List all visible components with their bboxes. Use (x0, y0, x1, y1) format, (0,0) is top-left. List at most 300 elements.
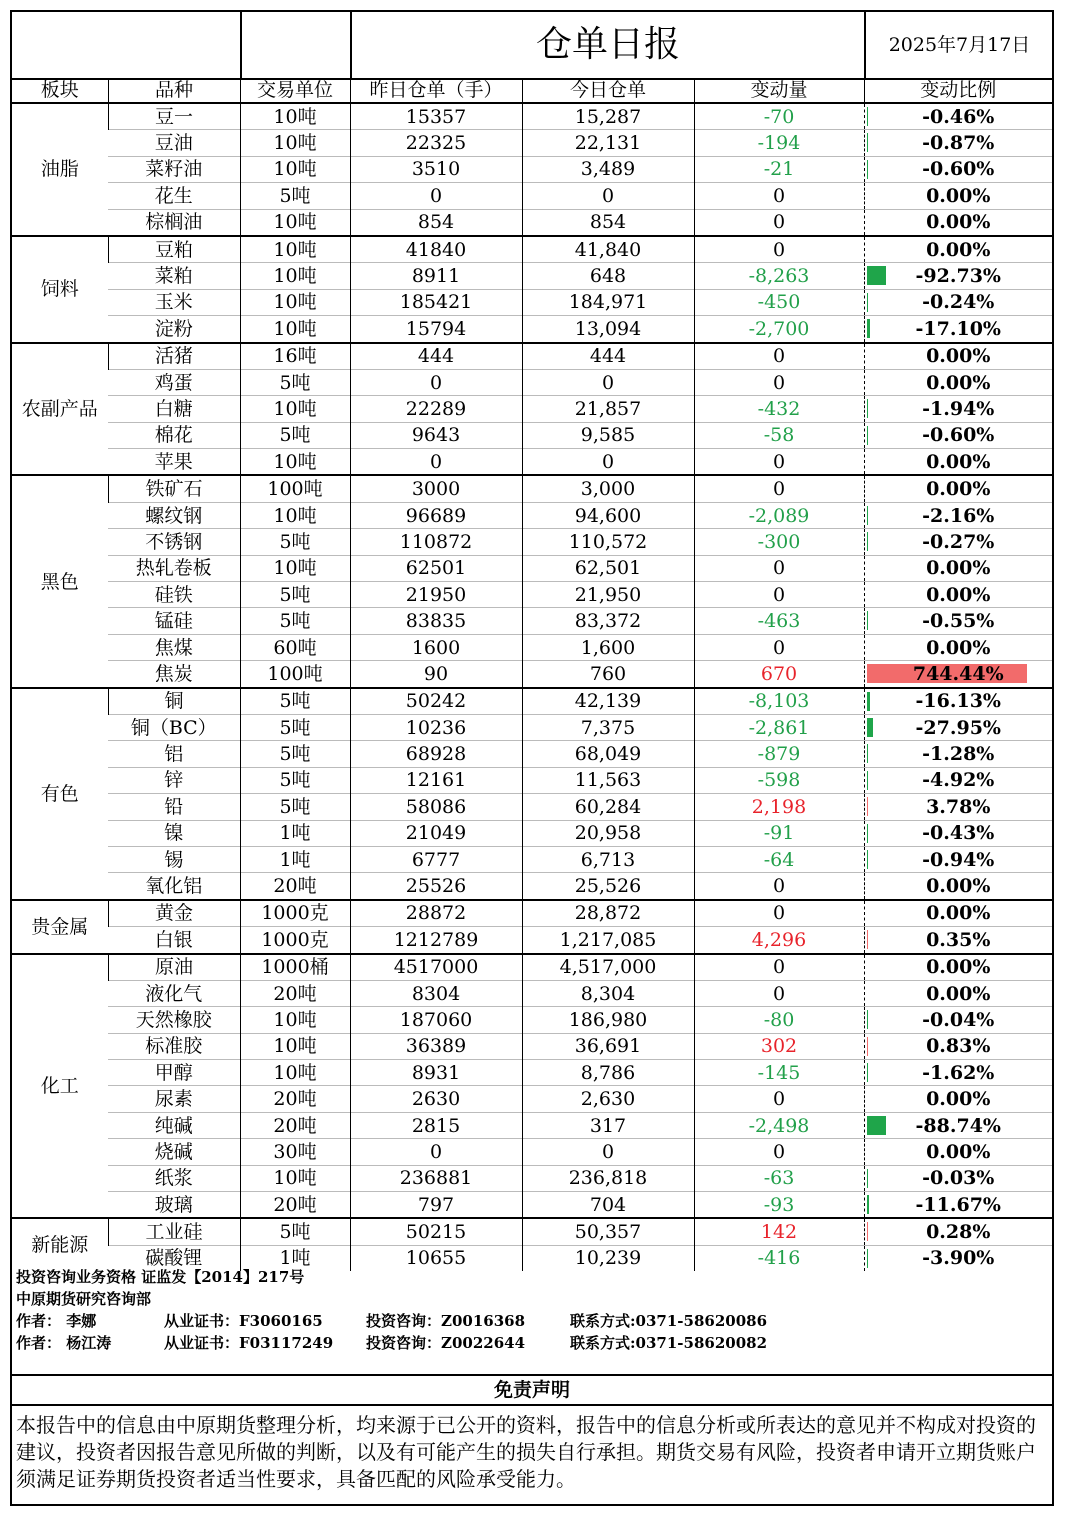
change-pct-value: -92.73% (915, 265, 1001, 288)
variety-cell: 白糖 (108, 396, 240, 422)
change-pct-value: 0.00% (926, 557, 991, 580)
table-row (12, 634, 1052, 660)
table-row (12, 555, 1052, 581)
change-pct-bar (867, 611, 868, 630)
sector-label: 新能源 (12, 1218, 108, 1271)
table-row (12, 980, 1052, 1006)
prev-receipts-cell: 58086 (350, 794, 522, 820)
change-pct-bar (867, 266, 887, 285)
change-cell: 0 (694, 1086, 864, 1112)
table-row (12, 1218, 1052, 1245)
variety-cell: 甲醇 (108, 1060, 240, 1086)
prev-receipts-cell: 36389 (350, 1033, 522, 1059)
variety-cell: 焦炭 (108, 661, 240, 688)
prev-receipts-cell: 0 (350, 183, 522, 209)
change-pct-cell (864, 369, 1052, 395)
table-row (12, 183, 1052, 209)
change-pct-bar (867, 1222, 868, 1241)
today-receipts-cell: 0 (522, 1139, 694, 1165)
change-pct-bar (867, 824, 868, 843)
today-receipts-cell: 186,980 (522, 1007, 694, 1033)
variety-cell: 豆一 (108, 103, 240, 130)
prev-receipts-cell: 15794 (350, 316, 522, 343)
change-pct-value: 3.78% (926, 795, 991, 818)
change-cell: -145 (694, 1060, 864, 1086)
change-pct-value: -0.46% (922, 105, 995, 128)
change-pct-value: -0.03% (922, 1167, 995, 1190)
col-header-prev-receipts: 昨日仓单（手） (350, 78, 522, 103)
unit-cell: 10吨 (240, 1165, 350, 1191)
change-pct-bar (867, 797, 868, 816)
change-pct-cell (864, 741, 1052, 767)
variety-cell: 锌 (108, 767, 240, 793)
change-cell: -598 (694, 767, 864, 793)
prev-receipts-cell: 185421 (350, 289, 522, 315)
change-pct-cell (864, 289, 1052, 315)
table-row (12, 820, 1052, 846)
col-header-change: 变动量 (694, 78, 864, 103)
table-header-row (12, 78, 1052, 103)
change-pct-cell (864, 209, 1052, 236)
variety-cell: 鸡蛋 (108, 369, 240, 395)
unit-cell: 1000克 (240, 900, 350, 927)
change-pct-cell (864, 900, 1052, 927)
variety-cell: 豆粕 (108, 236, 240, 263)
unit-cell: 5吨 (240, 422, 350, 448)
today-receipts-cell: 21,950 (522, 582, 694, 608)
prev-receipts-cell: 3000 (350, 475, 522, 502)
prev-receipts-cell: 0 (350, 449, 522, 476)
variety-cell: 天然橡胶 (108, 1007, 240, 1033)
change-cell: 0 (694, 449, 864, 476)
change-pct-value: -4.92% (922, 769, 995, 792)
prev-receipts-cell: 1600 (350, 634, 522, 660)
table-row (12, 608, 1052, 634)
change-pct-value: -11.67% (915, 1193, 1001, 1216)
today-receipts-cell: 94,600 (522, 502, 694, 528)
today-receipts-cell: 22,131 (522, 130, 694, 156)
today-receipts-cell: 648 (522, 263, 694, 289)
prev-receipts-cell: 96689 (350, 502, 522, 528)
table-row (12, 343, 1052, 370)
unit-cell: 10吨 (240, 289, 350, 315)
variety-cell: 铜 (108, 688, 240, 715)
change-cell: -879 (694, 741, 864, 767)
change-pct-cell (864, 1033, 1052, 1059)
variety-cell: 螺纹钢 (108, 502, 240, 528)
report-date: 2025年7月17日 (888, 34, 1031, 56)
variety-cell: 氧化铝 (108, 873, 240, 900)
unit-cell: 5吨 (240, 794, 350, 820)
prev-receipts-cell: 8931 (350, 1060, 522, 1086)
disclaimer-title: 免责声明 (12, 1374, 1052, 1406)
change-pct-bar (867, 1249, 868, 1268)
change-pct-cell (864, 767, 1052, 793)
unit-cell: 10吨 (240, 316, 350, 343)
col-header-variety: 品种 (108, 78, 240, 103)
table-row (12, 954, 1052, 981)
table-row (12, 1139, 1052, 1165)
today-receipts-cell: 3,489 (522, 156, 694, 182)
prev-receipts-cell: 83835 (350, 608, 522, 634)
change-cell: 670 (694, 661, 864, 688)
change-pct-bar (867, 399, 868, 418)
variety-cell: 镍 (108, 820, 240, 846)
today-receipts-cell: 854 (522, 209, 694, 236)
unit-cell: 10吨 (240, 1033, 350, 1059)
unit-cell: 20吨 (240, 1192, 350, 1219)
change-pct-bar (867, 1037, 868, 1056)
prev-receipts-cell: 1212789 (350, 927, 522, 954)
prev-receipts-cell: 8304 (350, 980, 522, 1006)
prev-receipts-cell: 28872 (350, 900, 522, 927)
prev-receipts-cell: 797 (350, 1192, 522, 1219)
change-pct-cell (864, 236, 1052, 263)
table-row (12, 316, 1052, 343)
qualification-text: 投资咨询业务资格 证监发【2014】217号 (16, 1268, 305, 1286)
sector-label: 油脂 (12, 103, 108, 236)
unit-cell: 100吨 (240, 661, 350, 688)
change-pct-cell (864, 1060, 1052, 1086)
unit-cell: 5吨 (240, 369, 350, 395)
today-receipts-cell: 760 (522, 661, 694, 688)
unit-cell: 5吨 (240, 688, 350, 715)
prev-receipts-cell: 236881 (350, 1165, 522, 1191)
unit-cell: 1000桶 (240, 954, 350, 981)
today-receipts-cell: 704 (522, 1192, 694, 1219)
unit-cell: 1吨 (240, 1245, 350, 1271)
today-receipts-cell: 28,872 (522, 900, 694, 927)
change-pct-bar (867, 930, 868, 949)
variety-cell: 铝 (108, 741, 240, 767)
change-cell: -450 (694, 289, 864, 315)
change-cell: 4,296 (694, 927, 864, 954)
prev-receipts-cell: 444 (350, 343, 522, 370)
variety-cell: 标准胶 (108, 1033, 240, 1059)
today-receipts-cell: 3,000 (522, 475, 694, 502)
table-row (12, 1192, 1052, 1219)
change-cell: -21 (694, 156, 864, 182)
change-pct-value: 0.00% (926, 345, 991, 368)
unit-cell: 10吨 (240, 502, 350, 528)
change-pct-cell (864, 1192, 1052, 1219)
sector-label: 农副产品 (12, 343, 108, 476)
change-pct-cell (864, 555, 1052, 581)
change-pct-value: 0.00% (926, 956, 991, 979)
disclaimer-text: 本报告中的信息由中原期货整理分析，均来源于已公开的资料，报告中的信息分析或所表达的意见并不构成对投资的建议，投资者因报告意见所做的判断，以及有可能产生的损失自行承担。期货交易有风险，投资者申请开立期货账户须满足证券期货投资者适当性要求，具备匹配的风险承受能力。 (16, 1413, 1036, 1491)
change-pct-value: 0.00% (926, 636, 991, 659)
change-pct-cell (864, 1086, 1052, 1112)
change-pct-value: -3.90% (922, 1247, 995, 1270)
change-pct-value: 0.00% (926, 1088, 991, 1111)
variety-cell: 热轧卷板 (108, 555, 240, 581)
change-pct-cell (864, 661, 1052, 688)
today-receipts-cell: 236,818 (522, 1165, 694, 1191)
change-pct-value: 0.00% (926, 902, 991, 925)
change-pct-value: 0.00% (926, 982, 991, 1005)
table-row (12, 1033, 1052, 1059)
table-row (12, 1060, 1052, 1086)
variety-cell: 白银 (108, 927, 240, 954)
change-cell: -2,089 (694, 502, 864, 528)
unit-cell: 5吨 (240, 714, 350, 740)
table-row (12, 130, 1052, 156)
unit-cell: 30吨 (240, 1139, 350, 1165)
change-pct-value: 744.44% (912, 662, 1004, 685)
change-pct-cell (864, 316, 1052, 343)
table-row (12, 1007, 1052, 1033)
change-cell: 0 (694, 369, 864, 395)
variety-cell: 菜粕 (108, 263, 240, 289)
change-cell: 0 (694, 343, 864, 370)
today-receipts-cell: 50,357 (522, 1218, 694, 1245)
change-pct-value: 0.00% (926, 211, 991, 234)
change-pct-bar (867, 718, 873, 737)
table-row (12, 582, 1052, 608)
table-row (12, 449, 1052, 476)
change-cell: -64 (694, 846, 864, 872)
variety-cell: 豆油 (108, 130, 240, 156)
unit-cell: 5吨 (240, 1218, 350, 1245)
change-pct-cell (864, 1165, 1052, 1191)
prev-receipts-cell: 3510 (350, 156, 522, 182)
unit-cell: 1吨 (240, 846, 350, 872)
change-cell: -8,263 (694, 263, 864, 289)
variety-cell: 苹果 (108, 449, 240, 476)
change-pct-bar (867, 771, 868, 790)
prev-receipts-cell: 22289 (350, 396, 522, 422)
change-pct-cell (864, 449, 1052, 476)
change-cell: -80 (694, 1007, 864, 1033)
warehouse-receipt-table (12, 78, 1052, 1271)
today-receipts-cell: 1,600 (522, 634, 694, 660)
unit-cell: 20吨 (240, 980, 350, 1006)
unit-cell: 20吨 (240, 1112, 350, 1138)
table-row (12, 422, 1052, 448)
author-advisor-id: 投资咨询：Z0016368 (366, 1312, 526, 1330)
change-pct-value: 0.83% (926, 1035, 991, 1058)
change-pct-value: -16.13% (915, 690, 1001, 713)
table-row (12, 289, 1052, 315)
change-cell: 2,198 (694, 794, 864, 820)
variety-cell: 玻璃 (108, 1192, 240, 1219)
unit-cell: 10吨 (240, 1007, 350, 1033)
today-receipts-cell: 60,284 (522, 794, 694, 820)
variety-cell: 纯碱 (108, 1112, 240, 1138)
change-pct-cell (864, 103, 1052, 130)
today-receipts-cell: 0 (522, 369, 694, 395)
unit-cell: 10吨 (240, 263, 350, 289)
change-pct-cell (864, 422, 1052, 448)
change-pct-cell (864, 396, 1052, 422)
change-cell: 0 (694, 475, 864, 502)
table-row (12, 502, 1052, 528)
author-license: 从业证书：F3060165 (164, 1312, 323, 1330)
prev-receipts-cell: 110872 (350, 529, 522, 555)
author-line (16, 1333, 1046, 1353)
change-cell: 0 (694, 1139, 864, 1165)
variety-cell: 纸浆 (108, 1165, 240, 1191)
change-cell: 0 (694, 634, 864, 660)
variety-cell: 玉米 (108, 289, 240, 315)
header-divider (240, 12, 242, 78)
change-cell: -2,861 (694, 714, 864, 740)
change-pct-value: -0.87% (922, 132, 995, 155)
change-pct-cell (864, 1007, 1052, 1033)
today-receipts-cell: 9,585 (522, 422, 694, 448)
prev-receipts-cell: 9643 (350, 422, 522, 448)
table-row (12, 369, 1052, 395)
prev-receipts-cell: 4517000 (350, 954, 522, 981)
change-pct-cell (864, 688, 1052, 715)
prev-receipts-cell: 21049 (350, 820, 522, 846)
variety-cell: 液化气 (108, 980, 240, 1006)
today-receipts-cell: 15,287 (522, 103, 694, 130)
today-receipts-cell: 4,517,000 (522, 954, 694, 981)
change-pct-cell (864, 714, 1052, 740)
prev-receipts-cell: 10236 (350, 714, 522, 740)
prev-receipts-cell: 15357 (350, 103, 522, 130)
today-receipts-cell: 41,840 (522, 236, 694, 263)
today-receipts-cell: 2,630 (522, 1086, 694, 1112)
prev-receipts-cell: 8911 (350, 263, 522, 289)
prev-receipts-cell: 90 (350, 661, 522, 688)
change-pct-value: -27.95% (915, 716, 1001, 739)
variety-cell: 锡 (108, 846, 240, 872)
unit-cell: 10吨 (240, 236, 350, 263)
change-pct-value: 0.00% (926, 1140, 991, 1163)
change-pct-bar (867, 1063, 868, 1082)
variety-cell: 铜（BC） (108, 714, 240, 740)
today-receipts-cell: 8,786 (522, 1060, 694, 1086)
variety-cell: 锰硅 (108, 608, 240, 634)
report-header (12, 12, 1052, 80)
change-pct-cell (864, 820, 1052, 846)
change-pct-bar (867, 160, 868, 179)
table-row (12, 767, 1052, 793)
table-row (12, 900, 1052, 927)
author-line (16, 1311, 1046, 1331)
table-row (12, 661, 1052, 688)
table-row (12, 714, 1052, 740)
change-cell: -93 (694, 1192, 864, 1219)
change-pct-bar (867, 1010, 868, 1029)
change-pct-value: 0.35% (926, 928, 991, 951)
variety-cell: 棕榈油 (108, 209, 240, 236)
variety-cell: 淀粉 (108, 316, 240, 343)
change-cell: -63 (694, 1165, 864, 1191)
prev-receipts-cell: 62501 (350, 555, 522, 581)
change-cell: -8,103 (694, 688, 864, 715)
unit-cell: 10吨 (240, 396, 350, 422)
change-pct-bar (867, 133, 868, 152)
table-row (12, 873, 1052, 900)
table-row (12, 846, 1052, 872)
author-name: 作者： 李娜 (16, 1312, 97, 1330)
today-receipts-cell: 110,572 (522, 529, 694, 555)
unit-cell: 10吨 (240, 130, 350, 156)
today-receipts-cell: 0 (522, 183, 694, 209)
table-row (12, 529, 1052, 555)
prev-receipts-cell: 21950 (350, 582, 522, 608)
table-row (12, 475, 1052, 502)
author-contact: 联系方式:0371-58620086 (570, 1312, 768, 1330)
table-row (12, 1165, 1052, 1191)
today-receipts-cell: 62,501 (522, 555, 694, 581)
change-pct-value: 0.00% (926, 478, 991, 501)
unit-cell: 10吨 (240, 156, 350, 182)
change-cell: -70 (694, 103, 864, 130)
change-pct-value: -0.24% (922, 291, 995, 314)
change-pct-value: -1.28% (922, 743, 995, 766)
change-pct-cell (864, 183, 1052, 209)
today-receipts-cell: 20,958 (522, 820, 694, 846)
change-pct-value: -0.55% (922, 610, 995, 633)
today-receipts-cell: 21,857 (522, 396, 694, 422)
prev-receipts-cell: 50215 (350, 1218, 522, 1245)
change-cell: 0 (694, 954, 864, 981)
change-pct-bar (867, 107, 868, 126)
change-pct-bar (867, 1169, 868, 1188)
variety-cell: 棉花 (108, 422, 240, 448)
table-row (12, 103, 1052, 130)
unit-cell: 10吨 (240, 449, 350, 476)
change-pct-cell (864, 1218, 1052, 1245)
change-pct-value: -17.10% (915, 317, 1001, 340)
report-frame (10, 10, 1054, 1506)
change-pct-cell (864, 1245, 1052, 1271)
change-pct-value: 0.00% (926, 184, 991, 207)
today-receipts-cell: 10,239 (522, 1245, 694, 1271)
today-receipts-cell: 11,563 (522, 767, 694, 793)
change-pct-value: 0.00% (926, 371, 991, 394)
col-header-today-receipts: 今日仓单 (522, 78, 694, 103)
table-row (12, 209, 1052, 236)
change-pct-bar (867, 506, 868, 525)
change-cell: 0 (694, 555, 864, 581)
change-pct-value: 0.00% (926, 583, 991, 606)
variety-cell: 原油 (108, 954, 240, 981)
change-pct-bar (867, 293, 868, 312)
change-pct-bar (867, 1116, 886, 1135)
change-cell: -91 (694, 820, 864, 846)
unit-cell: 10吨 (240, 555, 350, 581)
change-pct-value: -1.94% (922, 397, 995, 420)
prev-receipts-cell: 50242 (350, 688, 522, 715)
change-pct-bar (867, 692, 870, 711)
change-pct-value: -0.43% (922, 822, 995, 845)
change-pct-value: -2.16% (922, 504, 995, 527)
change-pct-value: -0.04% (922, 1008, 995, 1031)
change-pct-cell (864, 130, 1052, 156)
today-receipts-cell: 25,526 (522, 873, 694, 900)
change-pct-cell (864, 634, 1052, 660)
today-receipts-cell: 36,691 (522, 1033, 694, 1059)
report-title: 仓单日报 (535, 24, 680, 65)
table-row (12, 263, 1052, 289)
variety-cell: 烧碱 (108, 1139, 240, 1165)
unit-cell: 5吨 (240, 767, 350, 793)
unit-cell: 20吨 (240, 1086, 350, 1112)
header-divider (864, 12, 866, 78)
today-receipts-cell: 7,375 (522, 714, 694, 740)
change-pct-value: 0.00% (926, 875, 991, 898)
change-pct-value: 0.00% (926, 238, 991, 261)
change-pct-cell (864, 1139, 1052, 1165)
change-pct-cell (864, 794, 1052, 820)
unit-cell: 100吨 (240, 475, 350, 502)
table-row (12, 741, 1052, 767)
